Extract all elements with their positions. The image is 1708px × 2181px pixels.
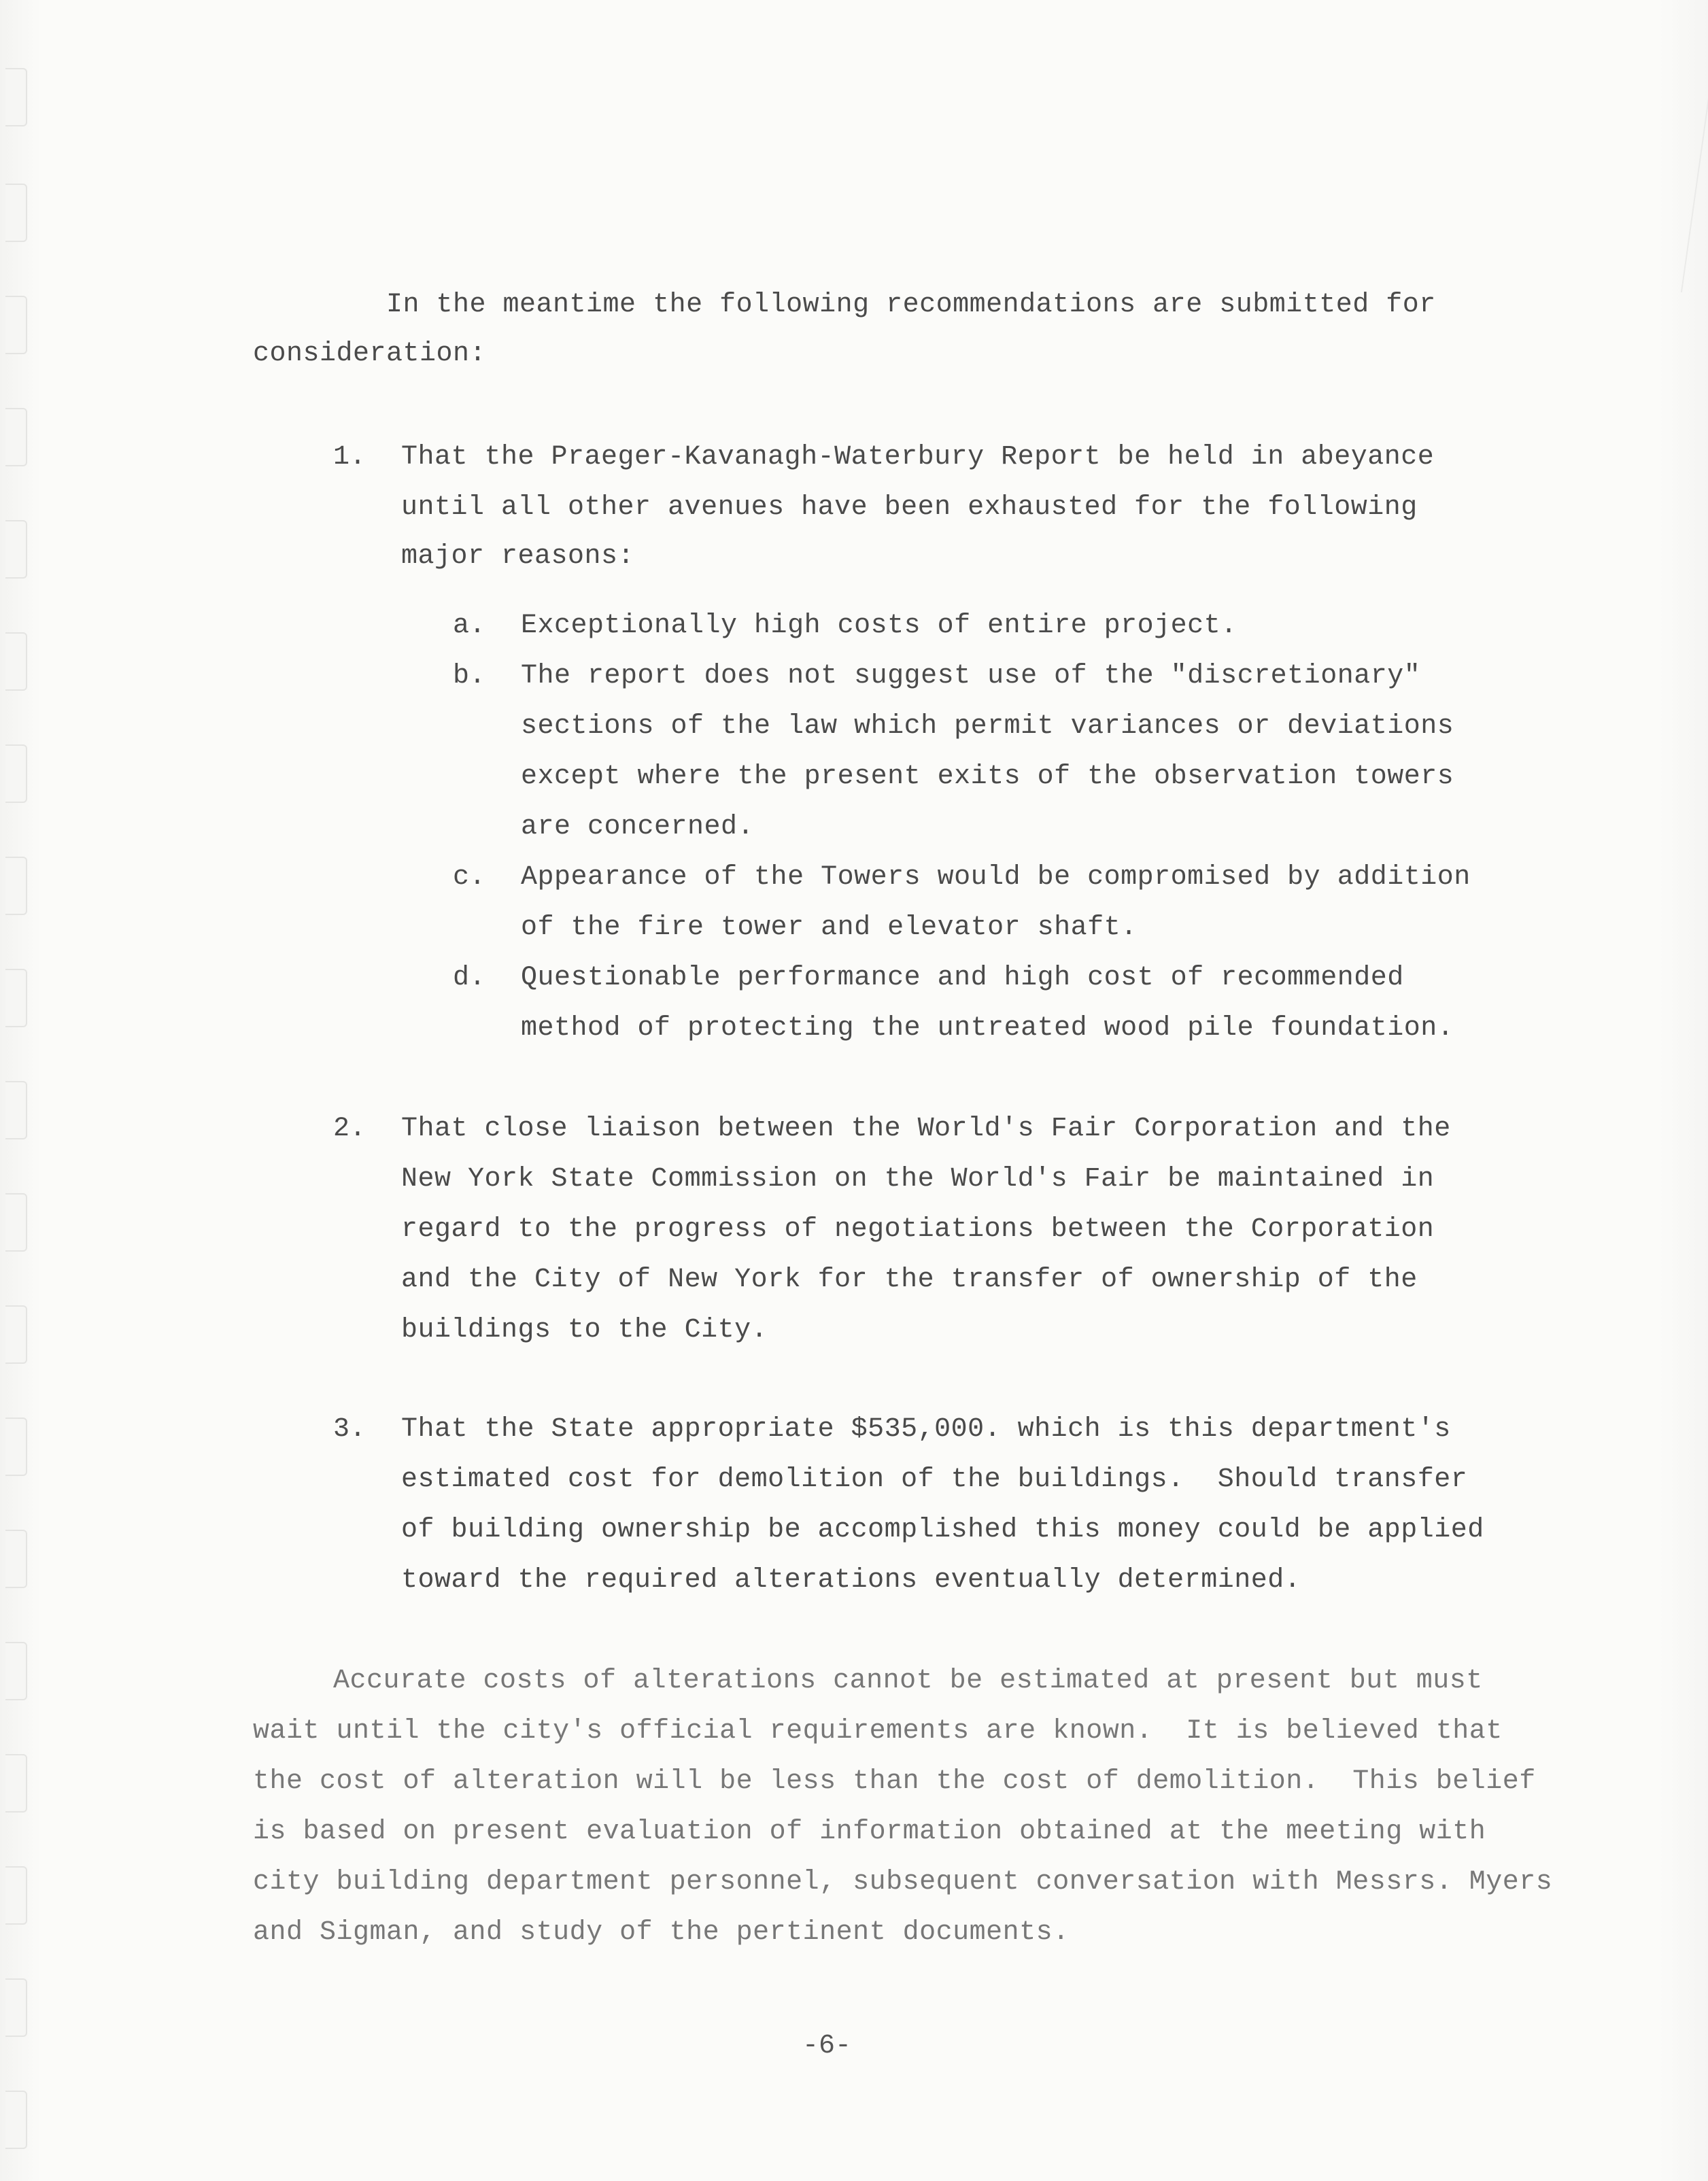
intro-line: In the meantime the following recommendations are submitted for: [386, 290, 1436, 320]
item-text-line: major reasons:: [401, 541, 635, 572]
binding-hole: [5, 1866, 27, 1925]
binding-hole: [5, 1081, 27, 1139]
subitem-text-line: are concerned.: [521, 812, 755, 842]
subitem-text-line: Appearance of the Towers would be compromised by addition: [521, 862, 1471, 893]
binding-hole: [5, 68, 27, 126]
binding-hole: [5, 296, 27, 354]
binding-hole: [5, 969, 27, 1027]
item-text-line: That the State appropriate $535,000. which is this department's: [401, 1414, 1451, 1445]
binding-hole: [5, 744, 27, 803]
binding-hole: [5, 184, 27, 242]
binding-hole: [5, 1754, 27, 1813]
item-text-line: That close liaison between the World's Fair Corporation and the: [401, 1114, 1451, 1144]
binding-hole: [5, 1193, 27, 1252]
subitem-text-line: method of protecting the untreated wood pile foundation.: [521, 1013, 1454, 1044]
binding-hole: [5, 2091, 27, 2149]
paragraph-line: city building department personnel, subsequent conversation with Messrs. Myers: [253, 1867, 1553, 1897]
item-text-line: regard to the progress of negotiations between the Corporation: [401, 1214, 1435, 1245]
page-edge: [1640, 20, 1708, 292]
binding-hole: [5, 1530, 27, 1588]
binding-hole: [5, 632, 27, 691]
binding-hole: [5, 1418, 27, 1476]
item-number: 3.: [333, 1414, 366, 1445]
binding-hole: [5, 1642, 27, 1700]
item-text-line: buildings to the City.: [401, 1315, 768, 1345]
subitem-letter: b.: [453, 661, 486, 691]
subitem-letter: c.: [453, 862, 486, 893]
subitem-text-line: Questionable performance and high cost of recommended: [521, 963, 1404, 993]
intro-line: consideration:: [253, 339, 487, 369]
binding-hole: [5, 520, 27, 579]
subitem-text-line: Exceptionally high costs of entire project.: [521, 611, 1237, 641]
paragraph-line: wait until the city's official requirements are known. It is believed that: [253, 1716, 1503, 1747]
item-text-line: of building ownership be accomplished this money could be applied: [401, 1515, 1484, 1545]
item-text-line: and the City of New York for the transfer of ownership of the: [401, 1265, 1418, 1295]
binding-hole: [5, 408, 27, 466]
subitem-text-line: sections of the law which permit variances or deviations: [521, 711, 1454, 742]
paragraph-line: the cost of alteration will be less than the cost of demolition. This belief: [253, 1766, 1536, 1797]
binding-holes: [0, 0, 48, 2181]
paragraph-line: and Sigman, and study of the pertinent documents.: [253, 1917, 1070, 1948]
subitem-letter: a.: [453, 611, 486, 641]
binding-hole: [5, 1978, 27, 2037]
binding-hole: [5, 1305, 27, 1364]
subitem-letter: d.: [453, 963, 486, 993]
paragraph-line: Accurate costs of alterations cannot be estimated at present but must: [333, 1666, 1483, 1696]
subitem-text-line: except where the present exits of the observation towers: [521, 761, 1454, 792]
item-number: 2.: [333, 1114, 366, 1144]
item-text-line: until all other avenues have been exhausted for the following: [401, 492, 1418, 523]
item-text-line: toward the required alterations eventually determined.: [401, 1565, 1301, 1596]
subitem-text-line: of the fire tower and elevator shaft.: [521, 912, 1138, 943]
item-text-line: estimated cost for demolition of the buildings. Should transfer: [401, 1464, 1468, 1495]
item-text-line: That the Praeger-Kavanagh-Waterbury Report be held in abeyance: [401, 442, 1435, 473]
binding-hole: [5, 857, 27, 915]
item-number: 1.: [333, 442, 366, 473]
item-text-line: New York State Commission on the World's Fair be maintained in: [401, 1164, 1435, 1195]
paragraph-line: is based on present evaluation of information obtained at the meeting with: [253, 1817, 1486, 1847]
page-number: -6-: [802, 2031, 852, 2061]
subitem-text-line: The report does not suggest use of the "discretionary": [521, 661, 1421, 691]
